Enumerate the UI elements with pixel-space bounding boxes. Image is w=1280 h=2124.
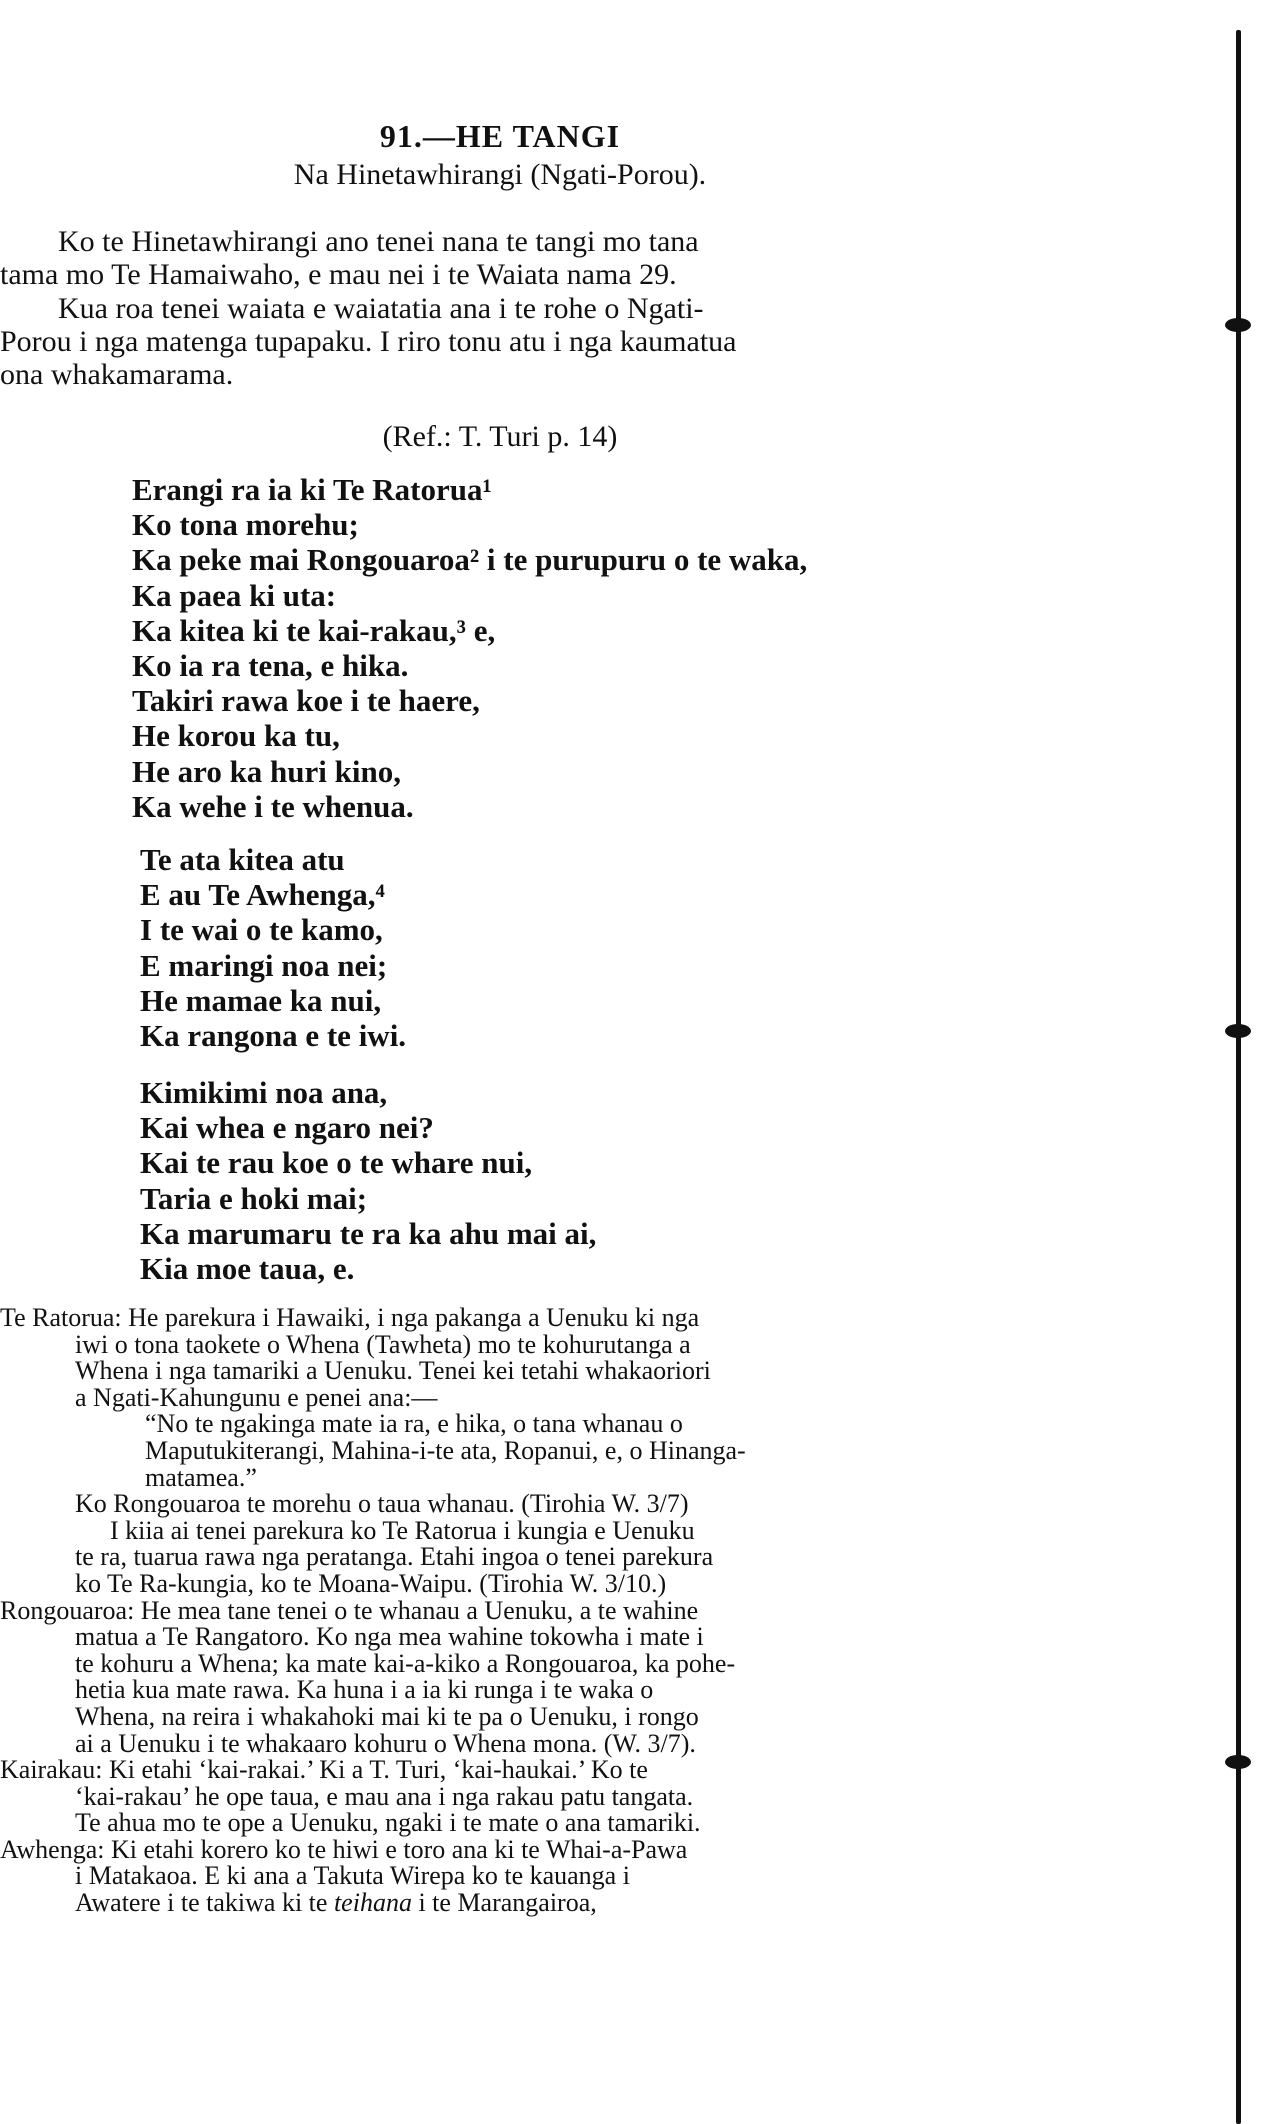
poem-line: Ko tona morehu;: [132, 507, 359, 543]
footnote-3: [0, 1757, 1010, 1837]
intro-line: ona whakamarama.: [0, 358, 234, 391]
binding-edge-mark: [1225, 318, 1251, 332]
footnote-line: [0, 1890, 1010, 1917]
page-title: 91.—HE TANGI: [379, 118, 621, 154]
footnote-line: Te ahua mo te ope a Uenuku, ngaki i te mate o ana tamariki.: [75, 1808, 701, 1838]
footnote-1: [0, 1305, 1010, 1598]
poem-line: Kai whea e ngaro nei?: [140, 1110, 434, 1146]
intro-paragraph-2: [0, 292, 1010, 391]
footnote-italic-term: teihana: [333, 1888, 412, 1918]
footnote-line: Kairakau: Ki etahi ‘kai-rakai.’ Ki a T. Turi, ‘kai-haukai.’ Ko te: [0, 1755, 648, 1785]
footnote-line: matua a Te Rangatoro. Ko nga mea wahine tokowha i mate i: [75, 1622, 704, 1652]
intro-line: tama mo Te Hamaiwaho, e mau nei i te Waiata nama 29.: [0, 258, 677, 291]
poem-line: Te ata kitea atu: [140, 842, 345, 877]
intro-paragraph-1: [0, 225, 1010, 291]
poem-stanza-3: [140, 1075, 596, 1286]
poem-line: Ka kitea ki te kai-rakau,³ e,: [132, 612, 496, 648]
poem-line: Erangi ra ia ki Te Ratorua¹: [132, 472, 492, 507]
poem-stanza-1: [132, 472, 807, 824]
footnote-4: [0, 1834, 1010, 1918]
poem-line: Takiri rawa koe i te haere,: [132, 683, 480, 719]
footnote-quote-line: Maputukiterangi, Mahina-i-te ata, Ropanui, e, o Hinanga-: [145, 1435, 746, 1465]
poem-line: Ka rangona e te iwi.: [140, 1018, 407, 1054]
footnote-line: Rongouaroa: He mea tane tenei o te whanau a Uenuku, a te wahine: [0, 1595, 699, 1625]
footnote-line: te ra, tuarua rawa nga peratanga. Etahi ingoa o tenei parekura: [75, 1542, 714, 1572]
intro-line: Ko te Hinetawhirangi ano tenei nana te tangi mo tana: [58, 225, 699, 258]
footnote-line: hetia kua mate rawa. Ka huna i a ia ki runga i te waka o: [75, 1675, 654, 1705]
author-line: Na Hinetawhirangi (Ngati-Porou).: [293, 158, 707, 191]
footnote-line: Te Ratorua: He parekura i Hawaiki, i nga pakanga a Uenuku ki nga: [0, 1303, 700, 1332]
poem-line: Kimikimi noa ana,: [140, 1075, 388, 1110]
footnote-line: Whena i nga tamariki a Uenuku. Tenei kei tetahi whakaoriori: [75, 1356, 711, 1386]
footnote-text: i te Marangairoa,: [411, 1888, 597, 1918]
poem-line: He korou ka tu,: [132, 718, 340, 754]
binding-edge-mark: [1225, 1755, 1251, 1769]
footnote-line: Ko Rongouaroa te morehu o taua whanau. (Tirohia W. 3/7): [75, 1489, 689, 1519]
footnote-text: Awatere i te takiwa ki te: [75, 1888, 334, 1918]
footnote-line: iwi o tona taokete o Whena (Tawheta) mo te kohurutanga a: [75, 1329, 691, 1359]
footnote-line: ‘kai-rakau’ he ope taua, e mau ana i nga rakau patu tangata.: [75, 1781, 694, 1811]
binding-edge-line: [1236, 30, 1241, 2124]
poem-line: Ka paea ki uta:: [132, 577, 337, 613]
poem-line: Ka marumaru te ra ka ahu mai ai,: [140, 1215, 597, 1251]
intro-line: Porou i nga matenga tupapaku. I riro tonu atu i nga kaumatua: [0, 325, 737, 358]
poem-line: Taria e hoki mai;: [140, 1180, 368, 1216]
footnote-line: ko Te Ra-kungia, ko te Moana-Waipu. (Tirohia W. 3/10.): [75, 1568, 667, 1598]
footnote-line: te kohuru a Whena; ka mate kai-a-kiko a Rongouaroa, ka pohe-: [75, 1648, 736, 1678]
footnote-line: a Ngati-Kahungunu e penei ana:—: [75, 1382, 438, 1412]
poem-line: Ka wehe i te whenua.: [132, 788, 414, 824]
footnote-line: Whena, na reira i whakahoki mai ki te pa o Uenuku, i rongo: [75, 1701, 699, 1731]
footnote-line: i Matakaoa. E ki ana a Takuta Wirepa ko te kauanga i: [75, 1861, 630, 1891]
binding-edge-mark: [1225, 1024, 1251, 1038]
poem-line: E maringi noa nei;: [140, 947, 388, 983]
footnote-quote-line: “No te ngakinga mate ia ra, e hika, o tana whanau o: [145, 1409, 683, 1439]
poem-line: I te wai o te kamo,: [140, 912, 383, 948]
footnote-line: I kiia ai tenei parekura ko Te Ratorua i kungia e Uenuku: [110, 1515, 695, 1545]
poem-line: He aro ka huri kino,: [132, 753, 402, 789]
poem-line: Kia moe taua, e.: [140, 1251, 355, 1287]
poem-line: Ka peke mai Rongouaroa² i te purupuru o te waka,: [132, 542, 808, 578]
poem-stanza-2: [140, 842, 406, 1053]
footnote-2: [0, 1595, 1010, 1758]
poem-line: Ko ia ra tena, e hika.: [132, 648, 409, 684]
footnote-line: Awhenga: Ki etahi korero ko te hiwi e toro ana ki te Whai-a-Pawa: [0, 1834, 688, 1864]
intro-line: Kua roa tenei waiata e waiatatia ana i te rohe o Ngati-: [58, 292, 704, 325]
poem-line: Kai te rau koe o te whare nui,: [140, 1145, 533, 1181]
poem-line: E au Te Awhenga,⁴: [140, 877, 385, 913]
footnote-quote-line: matamea.”: [145, 1462, 257, 1492]
poem-line: He mamae ka nui,: [140, 982, 382, 1018]
reference-line: (Ref.: T. Turi p. 14): [382, 420, 618, 453]
footnote-line: ai a Uenuku i te whakaaro kohuru o Whena mona. (W. 3/7).: [75, 1728, 696, 1758]
footnotes: [0, 1305, 1010, 1917]
